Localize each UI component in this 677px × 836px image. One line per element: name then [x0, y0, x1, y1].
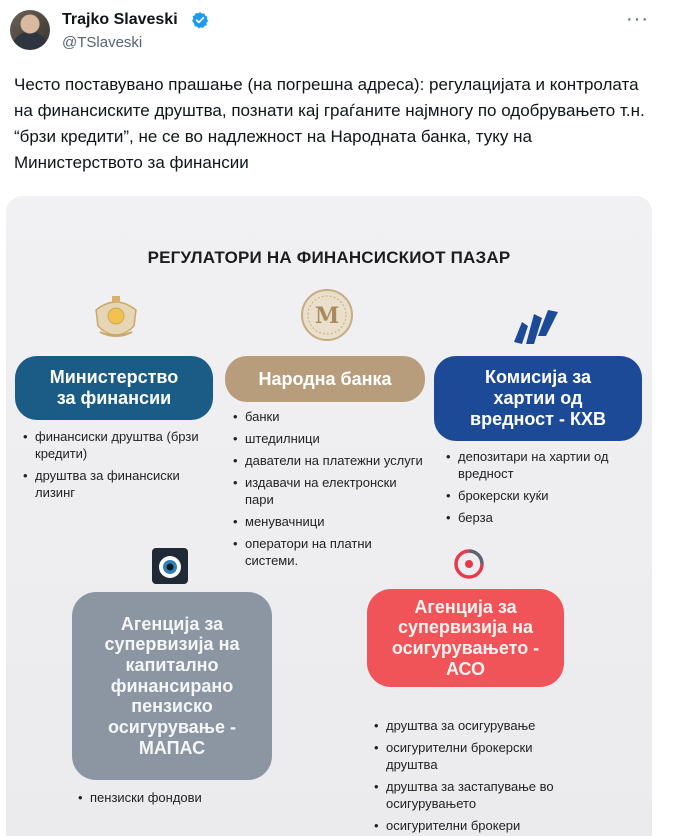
ministry-items-list [23, 428, 223, 506]
list-item: • издавачи на електронски пари [233, 474, 423, 508]
list-item: • штедилници [233, 430, 423, 447]
bank-seal-icon [300, 288, 354, 342]
aso-name-line: осигурувањето - [391, 638, 540, 658]
list-item: • даватели на платежни услуги [233, 452, 423, 469]
list-item: • оператори на платни системи. [233, 535, 423, 569]
securities-commission-label [434, 356, 642, 441]
ministry-of-finance-label [15, 356, 213, 420]
mapas-name-line: капитално [125, 654, 219, 675]
kxv-name-line: вредност - КХВ [470, 408, 606, 429]
list-item: • друштва за осигурување [374, 717, 584, 734]
list-item: • брокерски куќи [446, 487, 646, 504]
kxv-name-line: хартии од [493, 388, 583, 409]
national-bank-items-list [233, 408, 423, 574]
aso-logo-icon [453, 548, 485, 580]
pension-agency-items-list [78, 789, 268, 811]
avatar[interactable] [10, 10, 50, 50]
list-item: • финансиски друштва (брзи кредити) [23, 428, 223, 462]
author-name[interactable]: Trajko Slaveski [62, 11, 178, 28]
list-item: • осигурителни брокерски друштва [374, 739, 584, 773]
svg-text:M: M [314, 303, 340, 329]
list-item: • депозитари на хартии од вредност [446, 448, 646, 482]
national-bank-name: Народна банка [258, 368, 392, 389]
mapas-name-line: Агенција за [120, 613, 224, 634]
mapas-name-line: супервизија на [104, 634, 240, 655]
list-item: • пензиски фондови [78, 789, 268, 806]
aso-name-line: АСО [445, 658, 486, 679]
aso-name-line: супервизија на [398, 617, 533, 638]
mapas-name-line: МАПАС [138, 737, 206, 758]
infographic-image[interactable] [6, 196, 652, 836]
list-item: • осигурителни брокери [374, 817, 584, 834]
pension-agency-label [72, 592, 272, 780]
mapas-name-line: финансирано [110, 675, 234, 696]
list-item: • менувачници [233, 513, 423, 530]
securities-commission-items-list [446, 448, 646, 531]
ministry-name-line: Министерство [49, 367, 179, 388]
insurance-agency-items-list [374, 717, 584, 836]
list-item: • друштва за застапување во осигурувањето [374, 778, 584, 812]
mapas-name-line: осигурување - [107, 717, 236, 738]
national-bank-label [225, 356, 425, 402]
more-options-icon[interactable]: ··· [626, 8, 649, 30]
verified-badge-icon [191, 11, 209, 29]
infographic-title: РЕГУЛАТОРИ НА ФИНАНСИСКИОТ ПАЗАР [147, 248, 511, 267]
ministry-name-line: за финансии [56, 388, 172, 408]
list-item: • банки [233, 408, 423, 425]
insurance-agency-label [367, 589, 564, 687]
coat-of-arms-icon [90, 292, 142, 348]
kxv-name-line: Комисија за [485, 367, 591, 388]
aso-name-line: Агенција за [414, 596, 517, 617]
mapas-name-line: пензиско [131, 696, 213, 717]
author-handle[interactable]: @TSlaveski [62, 34, 143, 51]
list-item: • друштва за финансиски лизинг [23, 467, 223, 501]
eye-logo-icon [152, 548, 188, 584]
list-item: • берза [446, 509, 646, 526]
tweet-text: Често поставувано прашање (на погрешна адреса): регулацијата и контролата на финансиските друштва, познати кај граѓаните најмногу по одобрувањето т.н. “брзи кредити”, не се во надлежност на Народната банка, туку на Министерството за финансии [14, 75, 645, 172]
kxv-logo-icon [512, 306, 560, 346]
